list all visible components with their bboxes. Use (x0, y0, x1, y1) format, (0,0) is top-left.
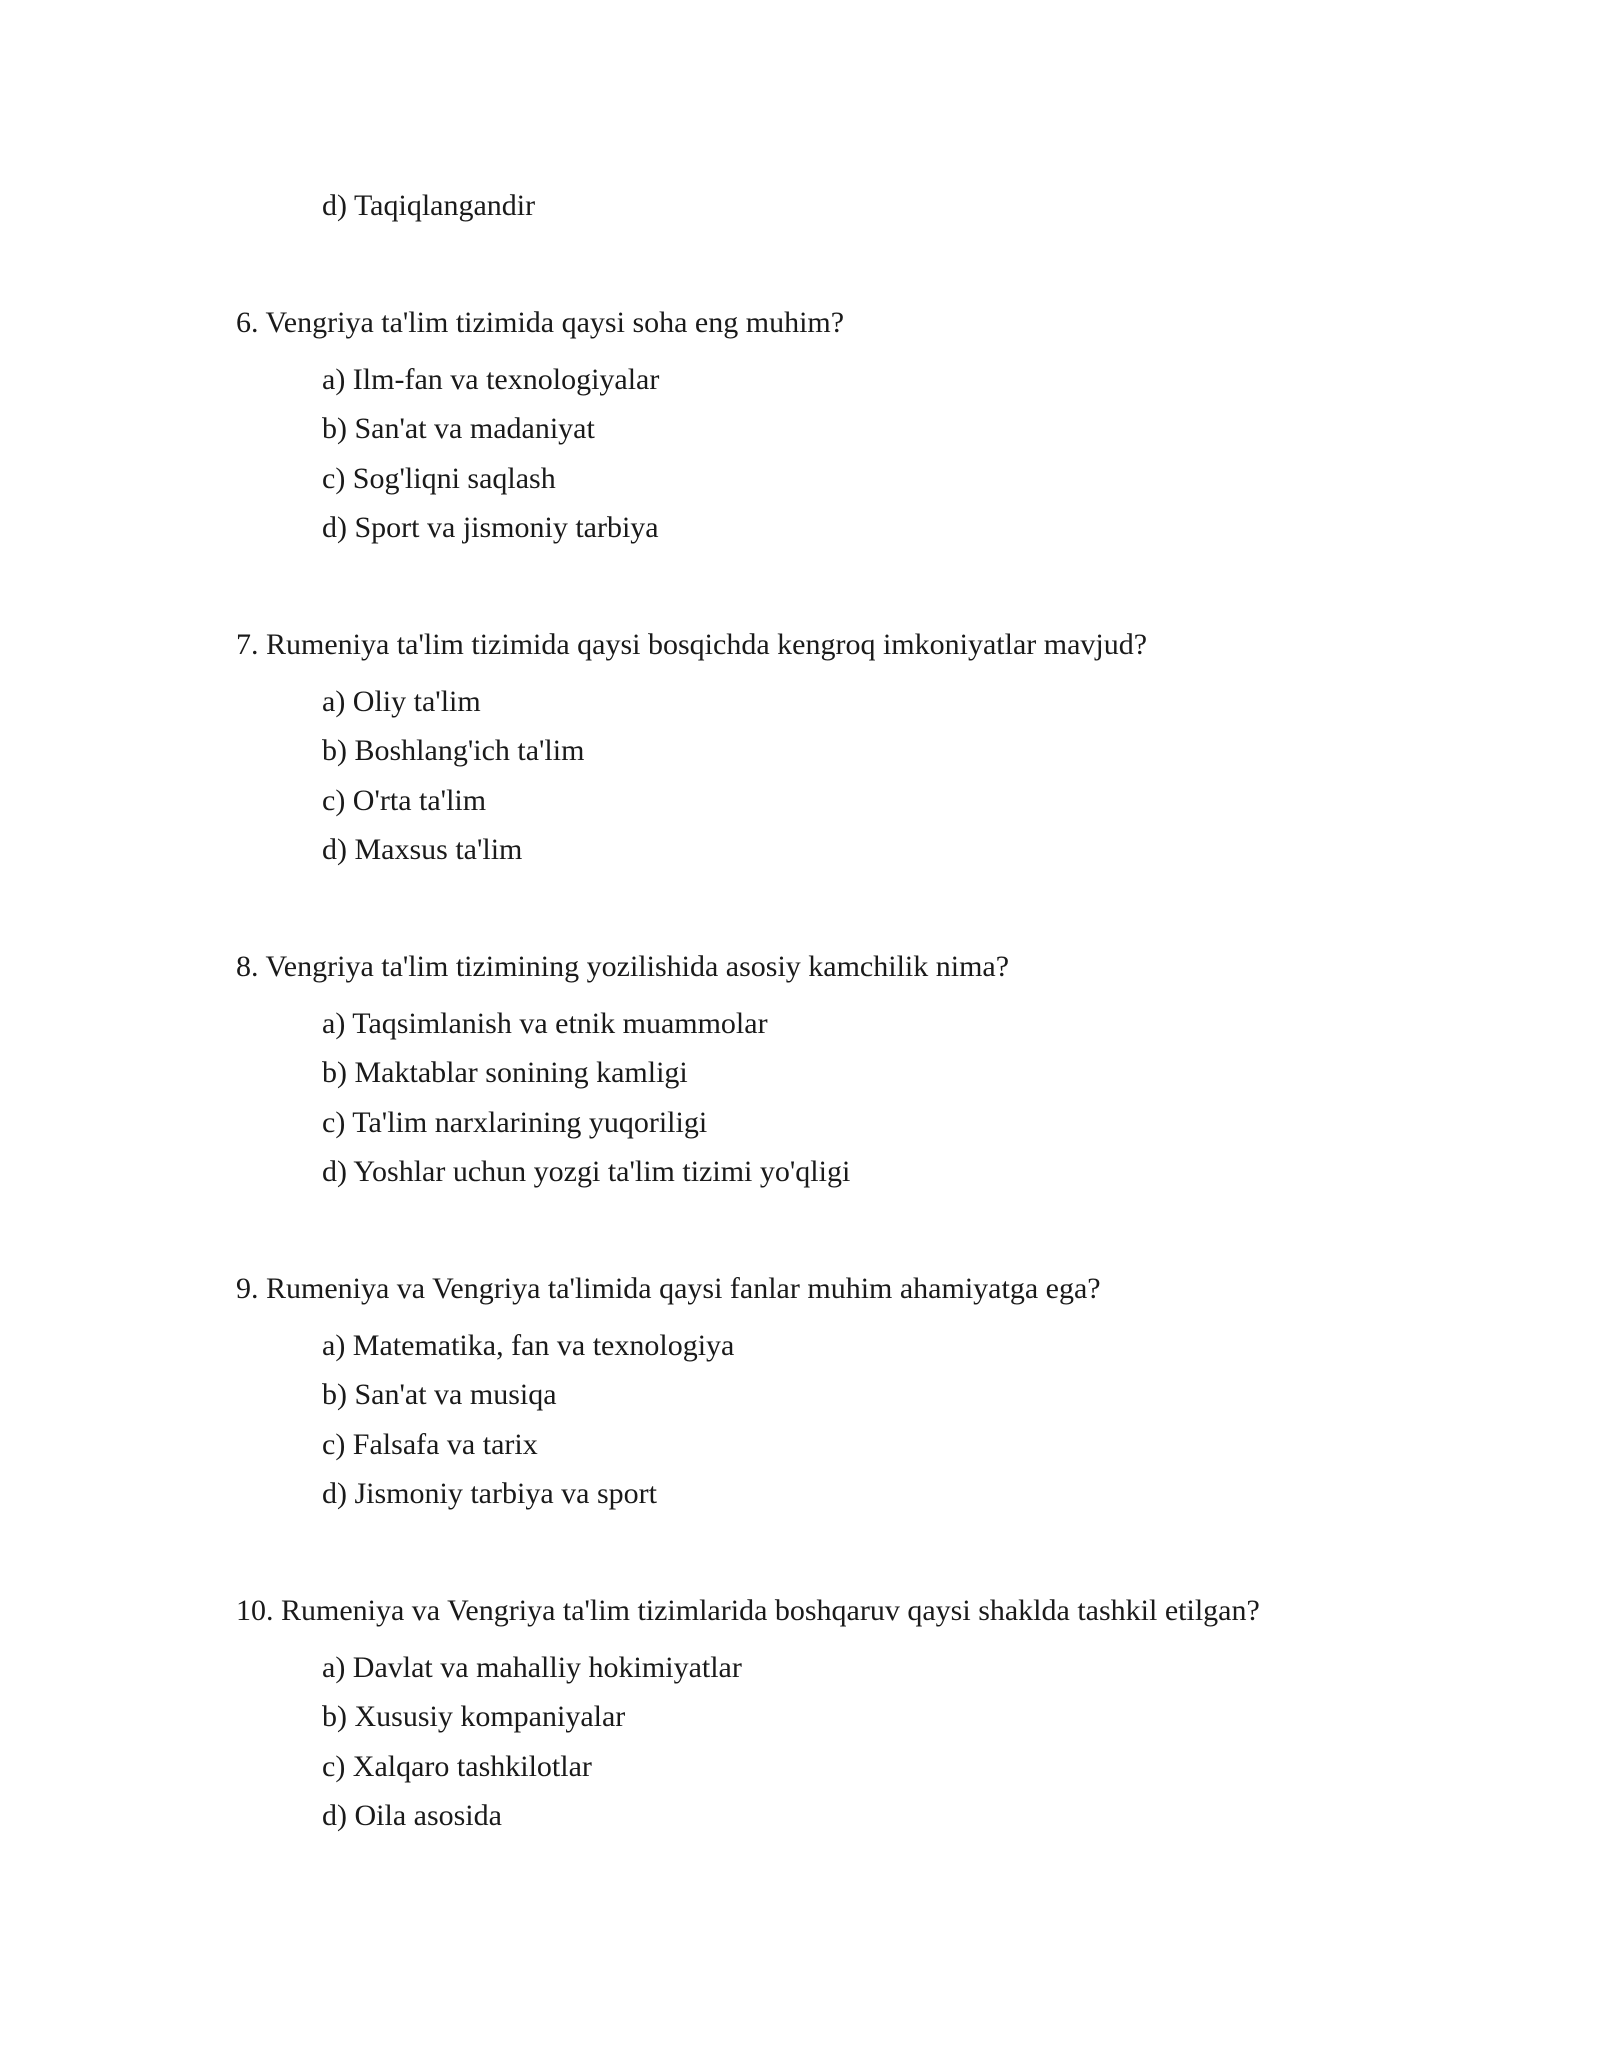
question-7: 7. Rumeniya ta'lim tizimida qaysi bosqichda kengroq imkoniyatlar mavjud? (236, 628, 1148, 661)
question-7-option-c: c) O'rta ta'lim (322, 784, 487, 817)
question-10-option-a: a) Davlat va mahalliy hokimiyatlar (322, 1651, 742, 1684)
question-6: 6. Vengriya ta'lim tizimida qaysi soha eng muhim? (236, 306, 845, 339)
question-9-option-d: d) Jismoniy tarbiya va sport (322, 1477, 657, 1510)
question-9-option-a: a) Matematika, fan va texnologiya (322, 1329, 735, 1362)
question-6-option-b: b) San'at va madaniyat (322, 412, 595, 445)
leading-option: d) Taqiqlangandir (322, 189, 536, 222)
question-7-option-a: a) Oliy ta'lim (322, 685, 481, 718)
question-10: 10. Rumeniya va Vengriya ta'lim tizimlarida boshqaruv qaysi shaklda tashkil etilgan? (236, 1594, 1260, 1627)
question-9-option-b: b) San'at va musiqa (322, 1378, 557, 1411)
question-10-option-b: b) Xususiy kompaniyalar (322, 1700, 626, 1733)
question-8-option-b: b) Maktablar sonining kamligi (322, 1056, 688, 1089)
question-8-option-a: a) Taqsimlanish va etnik muammolar (322, 1007, 768, 1040)
question-10-option-c: c) Xalqaro tashkilotlar (322, 1750, 592, 1783)
question-6-option-c: c) Sog'liqni saqlash (322, 462, 556, 495)
question-9-option-c: c) Falsafa va tarix (322, 1428, 538, 1461)
question-9: 9. Rumeniya va Vengriya ta'limida qaysi fanlar muhim ahamiyatga ega? (236, 1272, 1101, 1305)
question-6-option-d: d) Sport va jismoniy tarbiya (322, 511, 659, 544)
question-8-option-c: c) Ta'lim narxlarining yuqoriligi (322, 1106, 708, 1139)
question-7-option-d: d) Maxsus ta'lim (322, 833, 523, 866)
question-7-option-b: b) Boshlang'ich ta'lim (322, 734, 585, 767)
question-6-option-a: a) Ilm-fan va texnologiyalar (322, 363, 660, 396)
question-8: 8. Vengriya ta'lim tizimining yozilishida asosiy kamchilik nima? (236, 950, 1010, 983)
question-8-option-d: d) Yoshlar uchun yozgi ta'lim tizimi yo'qligi (322, 1155, 851, 1188)
question-10-option-d: d) Oila asosida (322, 1799, 502, 1832)
